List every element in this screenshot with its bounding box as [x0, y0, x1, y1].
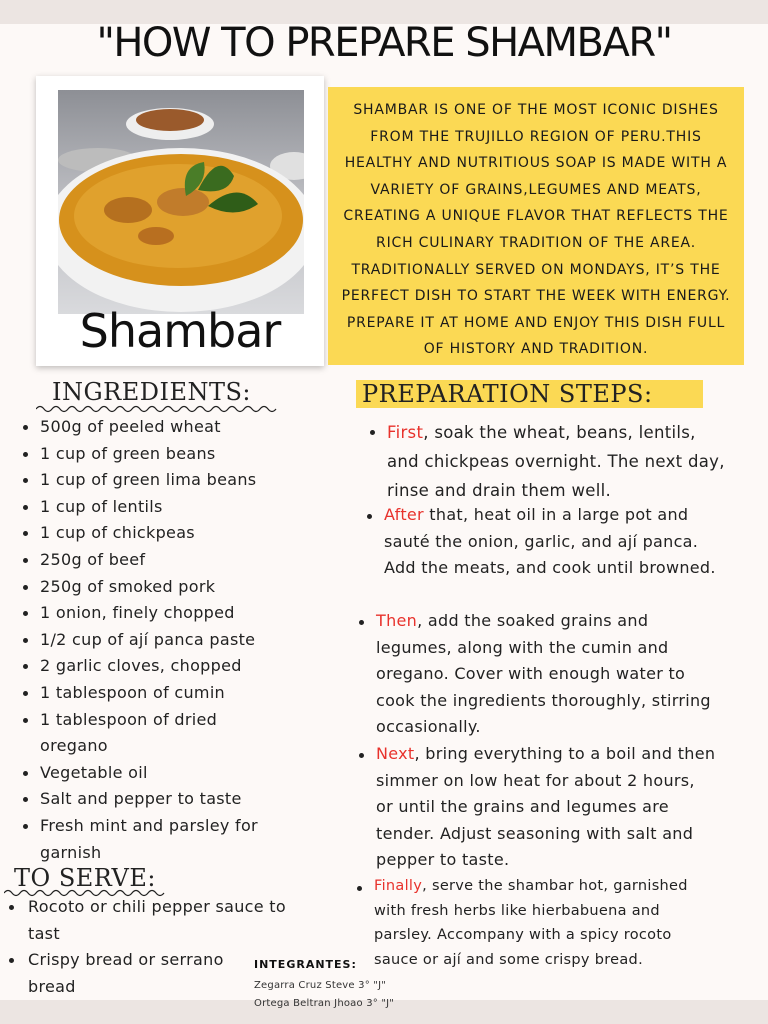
step-keyword: First	[387, 423, 424, 442]
member-name: Zegarra Cruz Steve 3° "J"	[254, 980, 387, 991]
ingredient-item: 1 tablespoon of cumin	[40, 680, 320, 707]
step-text: that, heat oil in a large pot and sauté the onion, garlic, and ají panca. Add the meats, and cook until browned.	[384, 505, 716, 578]
serve-item: Crispy bread or serrano bread	[28, 947, 244, 1000]
ingredient-item: 1 cup of chickpeas	[40, 520, 320, 547]
step-text: , add the soaked grains and legumes, along with the cumin and oregano. Cover with enough water to cook the ingredients thoroughly, stirring occasionally.	[376, 611, 711, 737]
step-text: , serve the shambar hot, garnished with fresh herbs like hierbabuena and parsley. Accompany with a spicy rocoto sauce or ají and some crispy bread.	[374, 878, 688, 968]
ingredient-item: 1/2 cup of ají panca paste	[40, 627, 320, 654]
ingredient-item: 1 cup of lentils	[40, 494, 320, 521]
page-title: "HOW TO PREPARE SHAMBAR"	[96, 20, 672, 66]
ingredient-item: 500g of peeled wheat	[40, 414, 320, 441]
ingredient-item: Salt and pepper to taste	[40, 786, 320, 813]
step-keyword: Then	[376, 611, 418, 630]
ingredient-item: 250g of smoked pork	[40, 574, 320, 601]
members-title: INTEGRANTES:	[254, 958, 357, 971]
step-then	[376, 608, 712, 741]
ingredient-item: 1 tablespoon of dried oregano	[40, 707, 240, 760]
shambar-photo	[58, 90, 304, 314]
step-keyword: Finally	[374, 878, 423, 894]
step-text: , soak the wheat, beans, lentils, and chickpeas overnight. The next day, rinse and drain them well.	[387, 423, 725, 500]
to-serve-list	[28, 894, 292, 1000]
ingredients-list	[40, 414, 320, 866]
member-name: Ortega Beltran Jhoao 3° "J"	[254, 998, 395, 1009]
ingredient-item: Fresh mint and parsley for garnish	[40, 813, 280, 866]
intro-text: SHAMBAR IS ONE OF THE MOST ICONIC DISHES FROM THE TRUJILLO REGION OF PERU.THIS HEALTHY AND NUTRITIOUS SOAP IS MADE WITH A VARIETY OF GRAINS,LEGUMES AND MEATS, CREATING A UNIQUE FLAVOR THAT REFLECTS THE RICH CULINARY TRADITION OF THE AREA. TRADITIONALLY SERVED ON MONDAYS, IT’S THE PERFECT DISH TO START THE WEEK WITH ENERGY. PREPARE IT AT HOME AND ENJOY THIS DISH FULL OF HISTORY AND TRADITION.	[328, 87, 744, 365]
preparation-heading: PREPARATION STEPS:	[356, 380, 703, 408]
ingredient-item: Vegetable oil	[40, 760, 320, 787]
soup-bowl-illustration	[58, 90, 304, 314]
ingredient-item: 1 cup of green beans	[40, 441, 320, 468]
to-serve-heading: TO SERVE:	[14, 864, 156, 892]
step-keyword: Next	[376, 744, 415, 763]
serve-item: Rocoto or chili pepper sauce to tast	[28, 894, 292, 947]
step-text: , bring everything to a boil and then simmer on low heat for about 2 hours, or until the grains and legumes are tender. Adjust seasoning with salt and pepper to taste.	[376, 744, 716, 870]
ingredients-underline	[36, 404, 280, 414]
step-finally	[374, 874, 714, 972]
step-first	[387, 418, 727, 505]
step-after	[384, 502, 724, 582]
ingredient-item: 1 cup of green lima beans	[40, 467, 320, 494]
step-keyword: After	[384, 505, 424, 524]
ingredient-item: 1 onion, finely chopped	[40, 600, 320, 627]
ingredient-item: 2 garlic cloves, chopped	[40, 653, 320, 680]
photo-frame	[36, 76, 324, 366]
ingredients-heading: INGREDIENTS:	[52, 378, 252, 406]
ingredient-item: 250g of beef	[40, 547, 320, 574]
step-next	[376, 741, 716, 874]
photo-caption: Shambar	[79, 304, 281, 358]
